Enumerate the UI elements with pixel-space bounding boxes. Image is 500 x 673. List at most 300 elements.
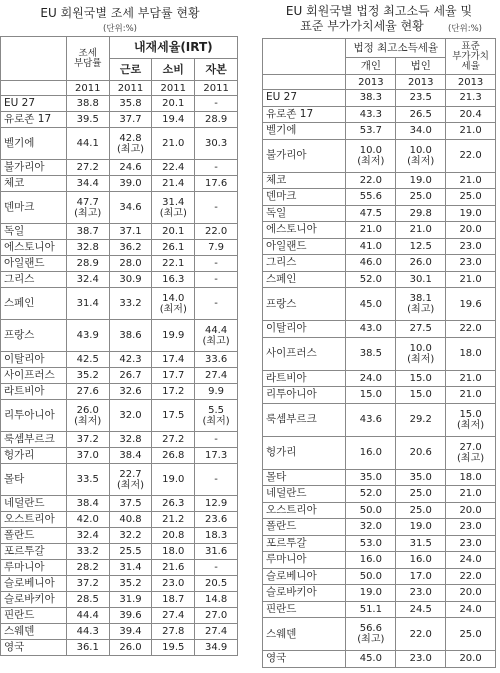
table-row [263,90,496,107]
capital-cell: 17.3 [195,448,238,464]
table-row [263,321,496,338]
consumption-cell: 16.3 [152,272,195,288]
vat-cell: 20.0 [446,222,496,239]
personal-cell: 43.3 [346,106,396,123]
right-table-title-line2: 표준 부가가치세율 현황 [300,19,424,33]
consumption-cell: 27.2 [152,432,195,448]
country-cell: 벨기에 [1,128,67,160]
capital-cell: 5.5 (최저) [195,400,238,432]
year-header: 2011 [109,81,152,96]
labor-cell: 24.6 [109,160,152,176]
corporate-cell: 15.0 [396,370,446,387]
right-table-unit: (단위:%) [448,24,482,34]
consumption-cell: 20.1 [152,224,195,240]
consumption-cell: 19.0 [152,464,195,496]
country-cell: 덴마크 [1,192,67,224]
labor-cell: 39.6 [109,608,152,624]
labor-cell: 28.0 [109,256,152,272]
corporate-cell: 26.0 [396,255,446,272]
corporate-cell: 38.1 (최고) [396,288,446,321]
consumption-cell: 21.4 [152,176,195,192]
corporate-cell: 27.5 [396,321,446,338]
labor-cell: 36.2 [109,240,152,256]
vat-cell: 23.0 [446,255,496,272]
table-row [1,528,238,544]
personal-cell: 24.0 [346,370,396,387]
table-row [1,224,238,240]
table-row [263,552,496,569]
year-spacer [1,81,67,96]
country-cell: 프랑스 [1,320,67,352]
personal-cell: 43.0 [346,321,396,338]
burden-cell: 28.2 [66,560,109,576]
labor-cell: 22.7 (최저) [109,464,152,496]
capital-cell: 33.6 [195,352,238,368]
burden-cell: 32.8 [66,240,109,256]
personal-cell: 16.0 [346,552,396,569]
personal-cell: 21.0 [346,222,396,239]
vat-cell: 21.0 [446,486,496,503]
personal-cell: 32.0 [346,519,396,536]
country-cell: 포르투갈 [1,544,67,560]
personal-cell: 52.0 [346,486,396,503]
burden-cell: 33.2 [66,544,109,560]
country-cell: 폴란드 [263,519,346,536]
burden-cell: 47.7 (최고) [66,192,109,224]
country-cell: 영국 [263,651,346,668]
country-cell: 벨기에 [263,123,346,140]
year-header: 2013 [446,75,496,90]
table-row [1,240,238,256]
capital-cell: - [195,464,238,496]
table-row [1,560,238,576]
country-cell: EU 27 [263,90,346,107]
year-header: 2013 [396,75,446,90]
table-row [263,238,496,255]
labor-cell: 42.3 [109,352,152,368]
capital-cell: - [195,272,238,288]
country-cell: 룩셈부르크 [1,432,67,448]
country-cell: 스웨덴 [1,624,67,640]
country-cell: 스페인 [263,271,346,288]
personal-cell: 56.6 (최고) [346,618,396,651]
burden-cell: 37.2 [66,432,109,448]
table-row [263,337,496,370]
corporate-cell: 20.6 [396,436,446,469]
labor-header: 근로 [109,59,152,81]
labor-cell: 32.8 [109,432,152,448]
consumption-cell: 22.1 [152,256,195,272]
corporate-cell: 23.0 [396,651,446,668]
table-row [1,432,238,448]
corporate-cell: 21.0 [396,222,446,239]
burden-cell: 27.6 [66,384,109,400]
personal-cell: 10.0 (최저) [346,139,396,172]
table-row [1,128,238,160]
country-cell: 스페인 [1,288,67,320]
consumption-cell: 27.4 [152,608,195,624]
corporate-header: 법인 [396,58,446,75]
capital-cell: 22.0 [195,224,238,240]
corporate-cell: 29.8 [396,205,446,222]
country-cell: 이탈리아 [263,321,346,338]
irt-header: 내재세율(IRT) [109,37,237,59]
capital-cell: 23.6 [195,512,238,528]
capital-cell: 28.9 [195,112,238,128]
personal-cell: 47.5 [346,205,396,222]
country-cell: 에스토니아 [1,240,67,256]
country-header-cell [1,37,67,81]
capital-cell: 9.9 [195,384,238,400]
country-cell: 영국 [1,640,67,656]
consumption-cell: 31.4 (최고) [152,192,195,224]
country-cell: 그리스 [1,272,67,288]
country-cell: 덴마크 [263,189,346,206]
labor-cell: 26.7 [109,368,152,384]
labor-cell: 38.6 [109,320,152,352]
labor-cell: 42.8 (최고) [109,128,152,160]
consumption-cell: 22.4 [152,160,195,176]
capital-cell: - [195,160,238,176]
table-row [263,106,496,123]
table-row [1,640,238,656]
capital-cell: - [195,96,238,112]
table-row [1,96,238,112]
vat-cell: 23.0 [446,519,496,536]
table-row [263,618,496,651]
labor-cell: 40.8 [109,512,152,528]
labor-cell: 37.7 [109,112,152,128]
country-cell: 스웨덴 [263,618,346,651]
country-cell: 폴란드 [1,528,67,544]
table-row [263,370,496,387]
burden-cell: 44.3 [66,624,109,640]
country-cell: 체코 [263,172,346,189]
country-cell: 독일 [263,205,346,222]
labor-cell: 35.2 [109,576,152,592]
table-row [1,320,238,352]
consumption-cell: 18.7 [152,592,195,608]
country-cell: 슬로바키아 [263,585,346,602]
table-row [263,172,496,189]
vat-cell: 25.0 [446,189,496,206]
table-row [263,585,496,602]
personal-cell: 16.0 [346,436,396,469]
table-row [1,496,238,512]
corporate-cell: 26.5 [396,106,446,123]
burden-cell: 32.4 [66,528,109,544]
personal-cell: 50.0 [346,502,396,519]
vat-cell: 24.0 [446,601,496,618]
burden-cell: 28.5 [66,592,109,608]
corporate-cell: 19.0 [396,172,446,189]
consumption-cell: 19.4 [152,112,195,128]
tax-burden-table [0,36,238,656]
personal-cell: 35.0 [346,469,396,486]
table-row [263,502,496,519]
table-row [1,256,238,272]
labor-cell: 34.6 [109,192,152,224]
country-cell: 아일랜드 [263,238,346,255]
country-cell: EU 27 [1,96,67,112]
year-header: 2011 [152,81,195,96]
table-row [263,651,496,668]
vat-cell: 23.0 [446,238,496,255]
country-cell: 사이프러스 [263,337,346,370]
country-cell: 몰타 [1,464,67,496]
consumption-cell: 17.4 [152,352,195,368]
burden-cell: 42.5 [66,352,109,368]
left-table-title: EU 회원국별 조세 부담률 현황 [40,6,200,20]
consumption-cell: 27.8 [152,624,195,640]
corporate-cell: 25.0 [396,189,446,206]
labor-cell: 39.4 [109,624,152,640]
country-cell: 불가리아 [263,139,346,172]
capital-cell: 7.9 [195,240,238,256]
year-header: 2011 [66,81,109,96]
personal-cell: 38.5 [346,337,396,370]
left-table-unit: (단위:%) [103,24,137,34]
capital-cell: 14.8 [195,592,238,608]
personal-cell: 43.6 [346,403,396,436]
personal-cell: 50.0 [346,568,396,585]
vat-cell: 19.6 [446,288,496,321]
table-row [263,387,496,404]
burden-cell: 26.0 (최저) [66,400,109,432]
table-row [263,288,496,321]
vat-cell: 21.3 [446,90,496,107]
table-row [263,222,496,239]
country-cell: 이탈리아 [1,352,67,368]
country-cell: 유로존 17 [1,112,67,128]
corporate-cell: 17.0 [396,568,446,585]
labor-cell: 37.1 [109,224,152,240]
capital-cell: 20.5 [195,576,238,592]
country-cell: 네덜란드 [1,496,67,512]
vat-cell: 21.0 [446,271,496,288]
burden-cell: 38.8 [66,96,109,112]
corporate-cell: 12.5 [396,238,446,255]
burden-cell: 44.1 [66,128,109,160]
labor-cell: 33.2 [109,288,152,320]
burden-cell: 39.5 [66,112,109,128]
country-cell: 유로존 17 [263,106,346,123]
table-row [1,288,238,320]
country-cell: 슬로바키아 [1,592,67,608]
vat-cell: 20.0 [446,502,496,519]
labor-cell: 31.9 [109,592,152,608]
capital-cell: 31.6 [195,544,238,560]
table-row [263,403,496,436]
corporate-cell: 10.0 (최저) [396,337,446,370]
vat-cell: 23.0 [446,535,496,552]
corporate-cell: 16.0 [396,552,446,569]
consumption-cell: 21.6 [152,560,195,576]
capital-cell: 34.9 [195,640,238,656]
vat-cell: 18.0 [446,337,496,370]
country-cell: 그리스 [263,255,346,272]
personal-cell: 53.0 [346,535,396,552]
corporate-cell: 23.0 [396,585,446,602]
corporate-cell: 30.1 [396,271,446,288]
labor-cell: 38.4 [109,448,152,464]
capital-cell: 30.3 [195,128,238,160]
vat-cell: 22.0 [446,139,496,172]
consumption-cell: 26.3 [152,496,195,512]
table-row [263,271,496,288]
table-row [1,352,238,368]
consumption-cell: 20.8 [152,528,195,544]
vat-cell: 21.0 [446,387,496,404]
burden-cell: 33.5 [66,464,109,496]
capital-cell: 27.4 [195,368,238,384]
consumption-cell: 19.9 [152,320,195,352]
corporate-cell: 19.0 [396,519,446,536]
country-cell: 핀란드 [1,608,67,624]
vat-cell: 21.0 [446,123,496,140]
corporate-cell: 24.5 [396,601,446,618]
labor-cell: 31.4 [109,560,152,576]
country-cell: 루마니아 [1,560,67,576]
country-cell: 포르투갈 [263,535,346,552]
table-row [1,592,238,608]
consumption-cell: 20.1 [152,96,195,112]
capital-cell: 27.4 [195,624,238,640]
corporate-cell: 25.0 [396,502,446,519]
labor-cell: 30.9 [109,272,152,288]
table-row [1,576,238,592]
table-row [1,464,238,496]
country-cell: 룩셈부르크 [263,403,346,436]
table-row [1,272,238,288]
table-row [263,139,496,172]
country-cell: 프랑스 [263,288,346,321]
table-row [1,384,238,400]
burden-cell: 36.1 [66,640,109,656]
consumption-cell: 19.5 [152,640,195,656]
burden-cell: 38.7 [66,224,109,240]
consumption-cell: 17.2 [152,384,195,400]
consumption-cell: 26.1 [152,240,195,256]
table-row [263,205,496,222]
country-cell: 오스트리아 [263,502,346,519]
tax-burden-header: 조세 부담률 [66,37,109,81]
capital-cell: - [195,288,238,320]
personal-cell: 22.0 [346,172,396,189]
table-row [1,544,238,560]
vat-cell: 27.0 (최고) [446,436,496,469]
burden-cell: 43.9 [66,320,109,352]
consumption-cell: 26.8 [152,448,195,464]
labor-cell: 32.6 [109,384,152,400]
table-row [263,519,496,536]
corporate-cell: 25.0 [396,486,446,503]
table-row [1,176,238,192]
capital-cell: 27.0 [195,608,238,624]
table-row [1,400,238,432]
burden-cell: 28.9 [66,256,109,272]
vat-cell: 15.0 (최저) [446,403,496,436]
capital-cell: - [195,560,238,576]
personal-cell: 55.6 [346,189,396,206]
personal-cell: 52.0 [346,271,396,288]
personal-cell: 51.1 [346,601,396,618]
country-cell: 헝가리 [263,436,346,469]
capital-cell: 12.9 [195,496,238,512]
burden-cell: 44.4 [66,608,109,624]
country-cell: 핀란드 [263,601,346,618]
corporate-cell: 15.0 [396,387,446,404]
country-cell: 사이프러스 [1,368,67,384]
vat-cell: 20.0 [446,651,496,668]
personal-cell: 41.0 [346,238,396,255]
year-header: 2013 [346,75,396,90]
vat-cell: 20.4 [446,106,496,123]
consumption-cell: 18.0 [152,544,195,560]
personal-cell: 19.0 [346,585,396,602]
labor-cell: 25.5 [109,544,152,560]
vat-cell: 25.0 [446,618,496,651]
burden-cell: 38.4 [66,496,109,512]
country-cell: 리투아니아 [1,400,67,432]
country-cell: 라트비아 [1,384,67,400]
capital-cell: 18.3 [195,528,238,544]
table-row [1,512,238,528]
country-cell: 불가리아 [1,160,67,176]
table-row [263,535,496,552]
country-cell: 네덜란드 [263,486,346,503]
consumption-cell: 17.5 [152,400,195,432]
country-header-cell [263,39,346,75]
vat-cell: 22.0 [446,568,496,585]
table-row [263,568,496,585]
country-cell: 루마니아 [263,552,346,569]
consumption-header: 소비 [152,59,195,81]
country-cell: 슬로베니아 [263,568,346,585]
corporate-cell: 10.0 (최저) [396,139,446,172]
table-row [1,112,238,128]
income-vat-table [262,38,496,668]
labor-cell: 32.0 [109,400,152,432]
vat-cell: 21.0 [446,172,496,189]
burden-cell: 27.2 [66,160,109,176]
table-row [1,448,238,464]
labor-cell: 35.8 [109,96,152,112]
burden-cell: 35.2 [66,368,109,384]
burden-cell: 31.4 [66,288,109,320]
personal-cell: 46.0 [346,255,396,272]
capital-cell: 44.4 (최고) [195,320,238,352]
vat-cell: 22.0 [446,321,496,338]
burden-cell: 34.4 [66,176,109,192]
vat-cell: 19.0 [446,205,496,222]
burden-cell: 32.4 [66,272,109,288]
consumption-cell: 17.7 [152,368,195,384]
country-cell: 체코 [1,176,67,192]
income-tax-header: 법정 최고소득세율 [346,39,446,58]
personal-cell: 45.0 [346,651,396,668]
right-table-title-line1: EU 회원국별 법정 최고소득 세율 및 [285,4,473,18]
country-cell: 오스트리아 [1,512,67,528]
burden-cell: 37.0 [66,448,109,464]
personal-cell: 15.0 [346,387,396,404]
year-spacer [263,75,346,90]
country-cell: 슬로베니아 [1,576,67,592]
labor-cell: 39.0 [109,176,152,192]
labor-cell: 37.5 [109,496,152,512]
table-row [1,192,238,224]
vat-cell: 18.0 [446,469,496,486]
